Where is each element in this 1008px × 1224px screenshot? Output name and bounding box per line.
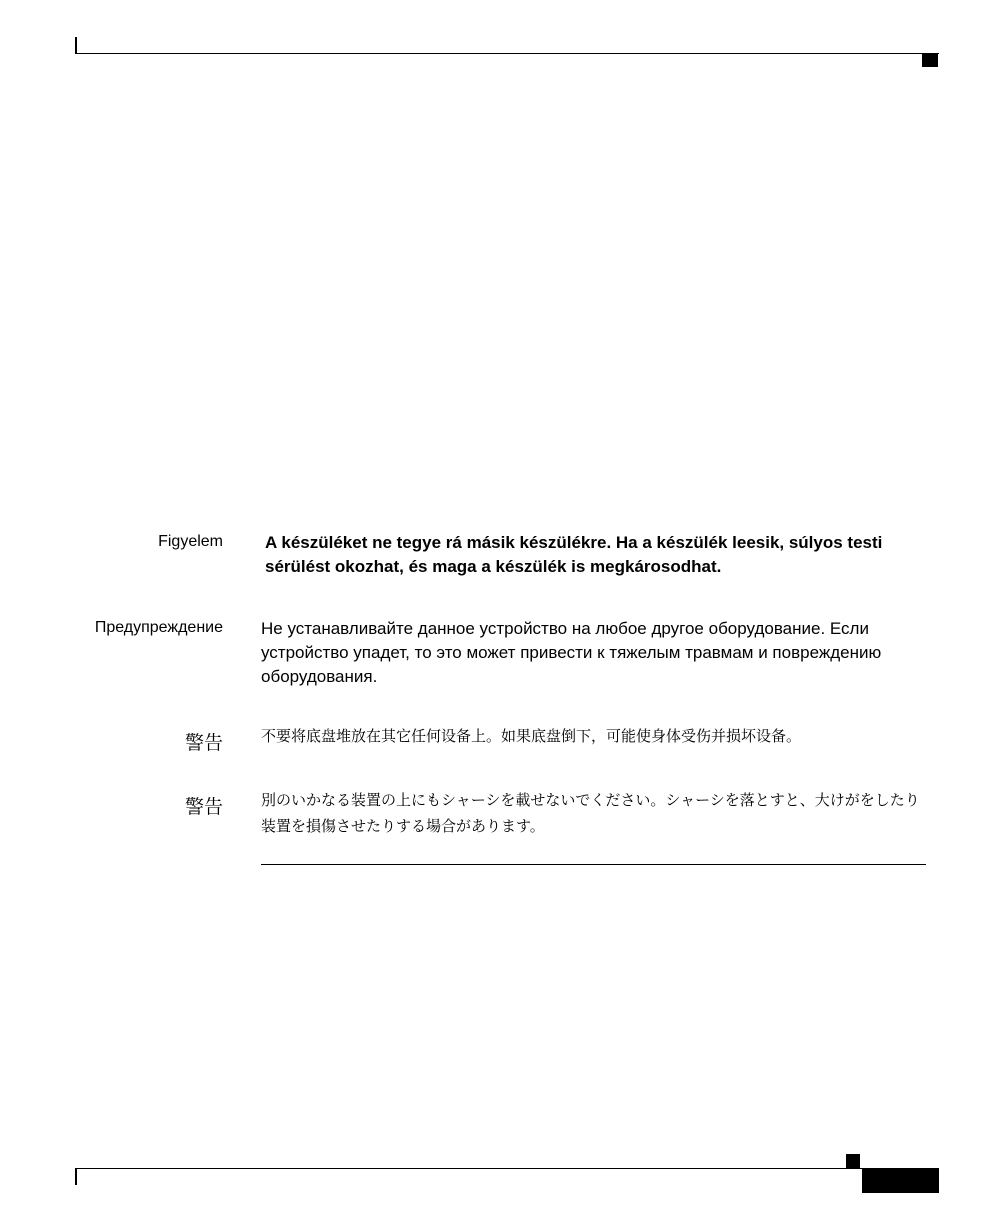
warning-label-russian: Предупреждение xyxy=(94,619,223,636)
warning-label-chinese: 警告 xyxy=(184,733,223,754)
warning-text-russian: Не устанавливайте данное устройство на любое другое оборудование. Если устройство упадет, то это может привести к тяжелым травмам и повреждению оборудования. xyxy=(261,619,882,686)
footer-marker xyxy=(846,1154,860,1168)
section-divider xyxy=(261,864,926,865)
warning-label-hungarian: Figyelem xyxy=(158,533,223,550)
footer-rule xyxy=(75,1168,939,1169)
warning-text-chinese: 不要将底盘堆放在其它任何设备上。如果底盘倒下，可能使身体受伤并损坏设备。 xyxy=(261,728,802,745)
warning-label-japanese: 警告 xyxy=(184,797,223,818)
page-number-tab xyxy=(862,1169,939,1193)
header-rule xyxy=(75,53,939,54)
header-marker xyxy=(922,54,938,67)
header-tick xyxy=(75,37,77,54)
warning-text-japanese: 別のいかなる装置の上にもシャーシを載せないでください。シャーシを落とすと、大けがをしたり装置を損傷させたりする場合があります。 xyxy=(261,792,920,835)
footer-tick xyxy=(75,1168,77,1185)
warning-text-hungarian: A készüléket ne tegye rá másik készülékre. Ha a készülék leesik, súlyos testi sérülést okozhat, és maga a készülék is megkárosodhat. xyxy=(265,533,883,576)
